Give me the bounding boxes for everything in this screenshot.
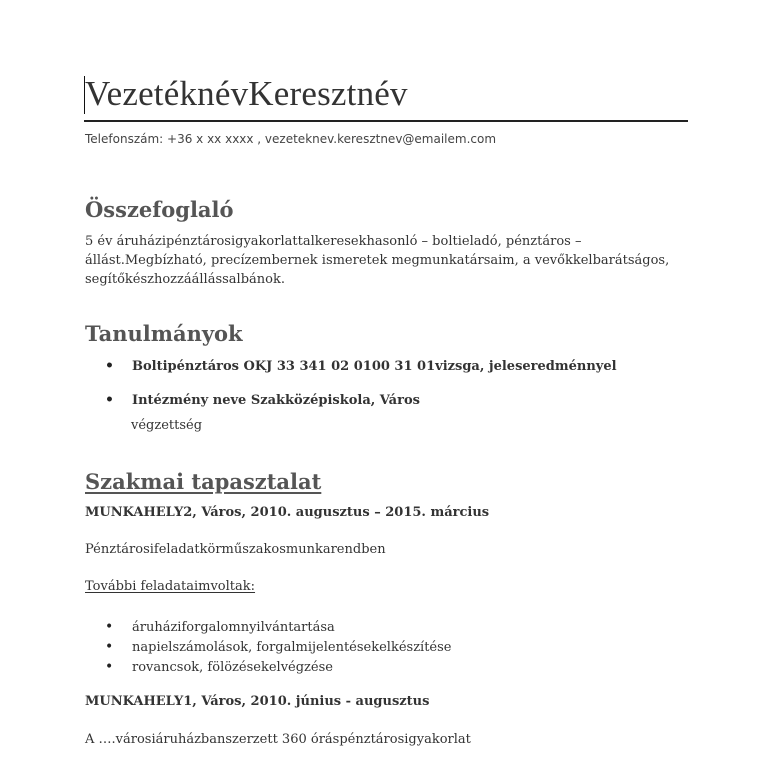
education-item: • Boltipénztáros OKJ 33 341 02 0100 31 01vizsga, jeleseredménnyel — [85, 357, 617, 391]
further-tasks-label: További feladataimvoltak: — [85, 579, 256, 594]
experience-heading: Szakmai tapasztalat — [85, 469, 322, 494]
education-list — [85, 357, 617, 425]
task-item: • áruháziforgalomnyilvántartása — [85, 618, 451, 638]
job1-title: MUNKAHELY1, Város, 2010. június - augusztus — [85, 694, 430, 709]
education-heading: Tanulmányok — [85, 321, 243, 346]
task-item: • rovancsok, fölözésekelvégzése — [85, 658, 451, 678]
tasks-list — [85, 618, 451, 678]
contact-line: Telefonszám: +36 x xx xxxx , vezeteknev.keresztnev@emailem.com — [85, 132, 497, 146]
education-note: végzettség — [131, 418, 203, 433]
summary-heading: Összefoglaló — [85, 197, 234, 222]
job1-description: A ….városiáruházbanszerzett 360 óráspénztárosigyakorlat — [85, 732, 471, 747]
name-divider — [84, 120, 688, 122]
task-item: • napielszámolások, forgalmijelentésekelkészítése — [85, 638, 451, 658]
summary-text: 5 év áruházipénztárosigyakorlattalkeresekhasonló – boltieladó, pénztáros – állást.Megbízható, precízembernek ismeretek megmunkatársaim, a vevőkkelbarátságos, segítőkészhozzáállássalbánok. — [85, 234, 670, 287]
job2-description: Pénztárosifeladatkörműszakosmunkarendben — [85, 542, 386, 557]
job2-title: MUNKAHELY2, Város, 2010. augusztus – 2015. március — [85, 505, 490, 520]
candidate-name: VezetéknévKeresztnév — [85, 74, 408, 113]
education-item: • Intézmény neve Szakközépiskola, Város — [85, 391, 617, 425]
